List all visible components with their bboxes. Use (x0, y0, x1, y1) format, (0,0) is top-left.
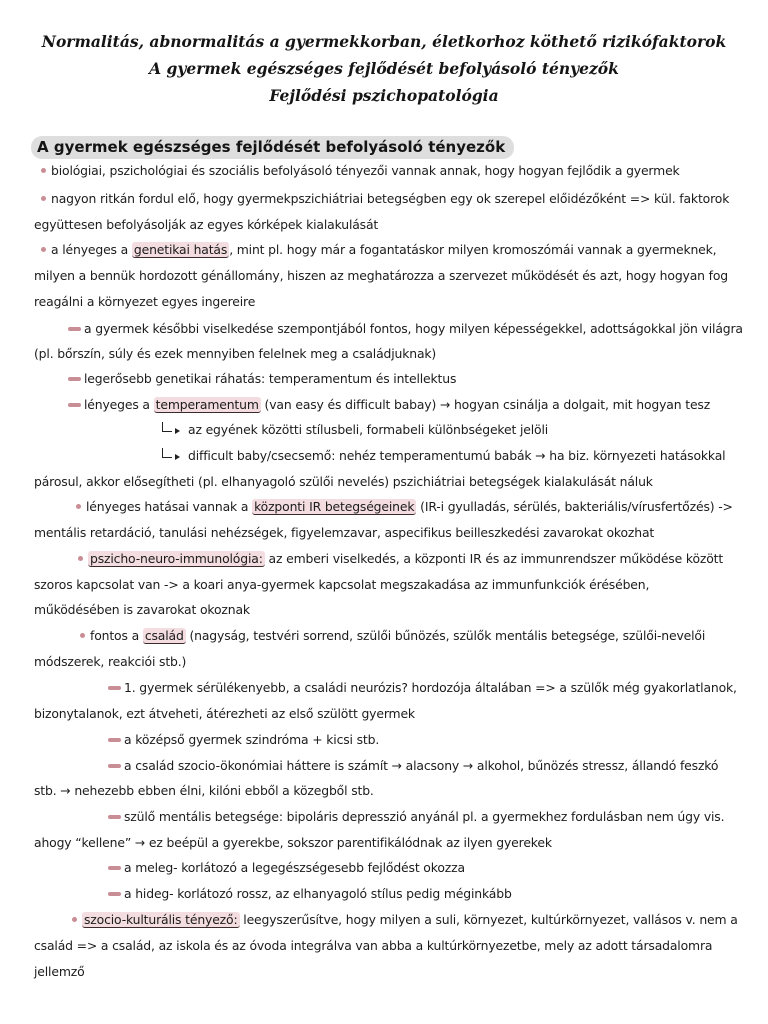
sub-arrow-line (162, 421, 548, 439)
dash-bullet-icon (108, 738, 121, 742)
section-heading: A gyermek egészséges fejlődését befolyásoló tényezők (31, 136, 514, 159)
highlight-cns-diseases: központi IR betegségeinek (254, 499, 415, 514)
text-line: párosul, akkor elősegítheti (pl. elhanyagoló szülői nevelés) pszichiátriai betegségek kialakulását náluk (34, 474, 653, 489)
line-text: leegyszerűsítve, hogy milyen a suli, környezet, kultúrkörnyezet, vallásos v. nem a (239, 912, 738, 927)
text-line: ahogy “kellene” → ez beépül a gyerekbe, sokszor parentifikálódnak az ilyen gyerekek (34, 835, 552, 850)
bullet-dot-icon (78, 556, 83, 561)
dash-bullet-icon (68, 403, 81, 407)
bullet-line (41, 162, 680, 180)
return-arrow-icon (162, 422, 172, 432)
bullet-line (76, 498, 733, 516)
highlight-family: család (144, 628, 184, 643)
line-text: , mint pl. hogy már a fogantatáskor milyen kromoszómái vannak a gyermeknek, (229, 242, 717, 257)
line-text: a gyermek későbbi viselkedése szempontjából fontos, hogy milyen képességekkel, adottságokkal jön világra (84, 321, 743, 336)
line-text: a meleg- korlátozó a legegészségesebb fejlődést okozza (124, 860, 465, 875)
dash-line (108, 731, 379, 749)
main-title: Normalitás, abnormalitás a gyermekkorban, életkorhoz köthető rizikófaktorok (41, 32, 727, 51)
line-text: biológiai, pszichológiai és szociális befolyásoló tényezői vannak annak, hogy hogyan fejlődik a gyermek (51, 163, 680, 178)
line-text: nagyon ritkán fordul elő, hogy gyermekpszichiátriai betegségben egy ok szerepel előidézőként => kül. faktorok (51, 191, 730, 206)
return-arrow-icon (162, 448, 172, 458)
line-text: a lényeges a (51, 242, 132, 257)
dash-line (108, 859, 465, 877)
arrow-head-icon (175, 454, 180, 460)
text-line: jellemző (34, 964, 85, 979)
dash-line (108, 808, 724, 826)
line-text: difficult baby/csecsemő: nehéz temperamentumú babák → ha biz. környezeti hatásokkal (188, 448, 726, 463)
line-text: (nagyság, testvéri sorrend, szülői bűnözés, szülők mentális betegsége, szülői-nevelői (185, 628, 706, 643)
text-line: reagálni a környezet egyes ingereire (34, 294, 256, 309)
line-text: a középső gyermek szindróma + kicsi stb. (124, 732, 380, 747)
arrow-head-icon (175, 428, 180, 434)
highlight-socio-cultural: szocio-kulturális tényező: (84, 912, 238, 927)
highlight-temperament: temperamentum (155, 397, 259, 412)
bullet-line (78, 550, 723, 568)
text-line: bizonytalanok, ezt átveheti, átérezheti az első szülött gyermek (34, 706, 415, 721)
dash-line (108, 679, 737, 697)
line-text: lényeges a (84, 397, 154, 412)
text-line: család => a család, az iskola és az óvoda integrálva van abba a kultúrkörnyezetbe, mely az adott társadalomra (34, 938, 713, 953)
bullet-dot-icon (41, 196, 46, 201)
bullet-line (41, 241, 716, 259)
dash-line (68, 320, 743, 338)
text-line: milyen a bennük hordozott génállomány, hiszen az meghatározza a szervezet működését és azt, hogy hogyan fog (34, 268, 729, 283)
title-block (0, 28, 768, 109)
bullet-dot-icon (41, 168, 46, 173)
dash-line (68, 370, 456, 388)
bullet-dot-icon (72, 917, 77, 922)
text-line: együttesen befolyásolják az egyes kórképek kialakulását (34, 217, 379, 232)
dash-bullet-icon (68, 377, 81, 381)
line-text: (IR-i gyulladás, sérülés, bakteriális/vírusfertőzés) -> (416, 499, 733, 514)
text-line: működésében is zavarokat okoznak (34, 602, 250, 617)
dash-line (108, 757, 718, 775)
bullet-dot-icon (41, 247, 46, 252)
text-line: szoros kapcsolat van -> a koari anya-gyermek kapcsolat megszakadása az immunfunkciók érésében, (34, 577, 650, 592)
sub-arrow-line (162, 447, 725, 465)
line-text: legerősebb genetikai ráhatás: temperamentum és intellektus (84, 371, 457, 386)
bullet-line (72, 911, 738, 929)
dash-line (108, 885, 512, 903)
highlight-genetic-effect: genetikai hatás (133, 242, 228, 257)
line-text: 1. gyermek sérülékenyebb, a családi neurózis? hordozója általában => a szülők még gyakorlatlanok, (124, 680, 737, 695)
subject-title: Fejlődési pszichopatológia (269, 86, 499, 105)
line-text: az emberi viselkedés, a központi IR és az immunrendszer működése között (264, 551, 724, 566)
line-text: fontos a (90, 628, 143, 643)
dash-bullet-icon (108, 764, 121, 768)
line-text: lényeges hatásai vannak a (86, 499, 253, 514)
text-line: (pl. bőrszín, súly és ezek mennyiben felelnek meg a családjuknak) (34, 346, 437, 361)
line-text: szülő mentális betegsége: bipoláris depresszió anyánál pl. a gyermekhez fordulásban nem úgy vis. (124, 809, 725, 824)
dash-bullet-icon (68, 327, 81, 331)
bullet-dot-icon (80, 633, 85, 638)
text-line: mentális retardáció, tanulási nehézségek, figyelemzavar, aspecifikus beilleszkedési zavarokat okozhat (34, 525, 655, 540)
dash-bullet-icon (108, 892, 121, 896)
dash-bullet-icon (108, 815, 121, 819)
line-text: a hideg- korlátozó rossz, az elhanyagoló stílus pedig méginkább (124, 886, 512, 901)
line-text: az egyének közötti stílusbeli, formabeli különbségeket jelöli (188, 422, 549, 437)
line-text: a család szocio-ökonómiai háttere is számít → alacsony → alkohol, bűnözés stressz, állandó feszkó (124, 758, 719, 773)
bullet-line (41, 190, 729, 208)
highlight-psycho-neuro-immunology: pszicho-neuro-immunológia: (90, 551, 263, 566)
text-line: módszerek, reakciói stb.) (34, 654, 187, 669)
dash-bullet-icon (108, 686, 121, 690)
dash-bullet-icon (108, 866, 121, 870)
bullet-dot-icon (76, 504, 81, 509)
line-text: (van easy és difficult babay) → hogyan csinálja a dolgait, mit hogyan tesz (260, 397, 711, 412)
dash-line (68, 396, 710, 414)
subtitle: A gyermek egészséges fejlődését befolyásoló tényezők (149, 59, 619, 78)
text-line: stb. → nehezebb ebben élni, kilóni ebből a közegből stb. (34, 783, 374, 798)
bullet-line (80, 627, 705, 645)
